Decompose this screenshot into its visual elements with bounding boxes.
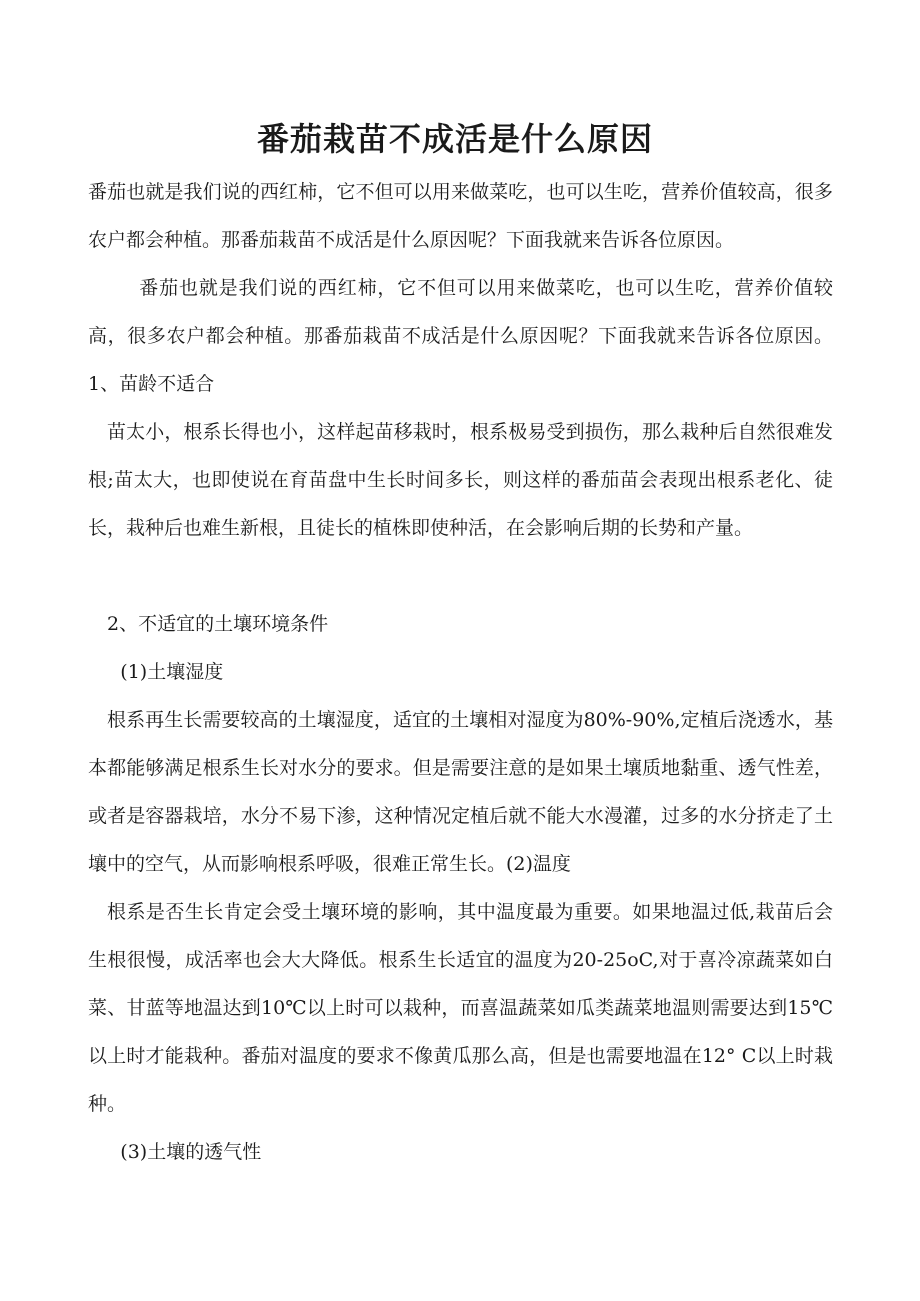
soil-moisture-heading: (1)土壤湿度	[120, 661, 224, 683]
soil-moisture-paragraph: 根系再生长需要较高的土壤湿度，适宜的土壤相对湿度为80%-90%,定植后浇透水，基本都能够满足根系生长对水分的要求。但是需要注意的是如果土壤质地黏重、透气性差，或者是容器栽培，水分不易下渗，这种情况定植后就不能大水漫灌，过多的水分挤走了土壤中的空气，从而影响根系呼吸，很难正常生长。(2)温度	[88, 709, 833, 875]
seedling-age-paragraph: 苗太小，根系长得也小，这样起苗移栽时，根系极易受到损伤，那么栽种后自然很难发根;苗太大，也即使说在育苗盘中生长时间多长，则这样的番茄苗会表现出根系老化、徒长，栽种后也难生新根，且徒长的植株即使种活，在会影响后期的长势和产量。	[88, 421, 833, 539]
intro-paragraph: 番茄也就是我们说的西红柿，它不但可以用来做菜吃，也可以生吃，营养价值较高，很多农户都会种植。那番茄栽苗不成活是什么原因呢？下面我就来告诉各位原因。	[88, 181, 833, 251]
document-title: 番茄栽苗不成活是什么原因	[256, 120, 653, 158]
soil-air-heading: (3)土壤的透气性	[120, 1141, 262, 1163]
repeated-intro-paragraph: 番茄也就是我们说的西红柿，它不但可以用来做菜吃，也可以生吃，营养价值较高，很多农户都会种植。那番茄栽苗不成活是什么原因呢？下面我就来告诉各位原因。1、苗龄不适合	[88, 277, 833, 395]
section-2-heading: 2、不适宜的土壤环境条件	[107, 613, 329, 635]
temperature-paragraph: 根系是否生长肯定会受土壤环境的影响，其中温度最为重要。如果地温过低,栽苗后会生根很慢，成活率也会大大降低。根系生长适宜的温度为20-25oC,对于喜冷凉蔬菜如白菜、甘蓝等地温达到10℃以上时可以栽种，而喜温蔬菜如瓜类蔬菜地温则需要达到15℃以上时才能栽种。番茄对温度的要求不像黄瓜那么高，但是也需要地温在12° C以上时栽种。	[88, 901, 833, 1115]
